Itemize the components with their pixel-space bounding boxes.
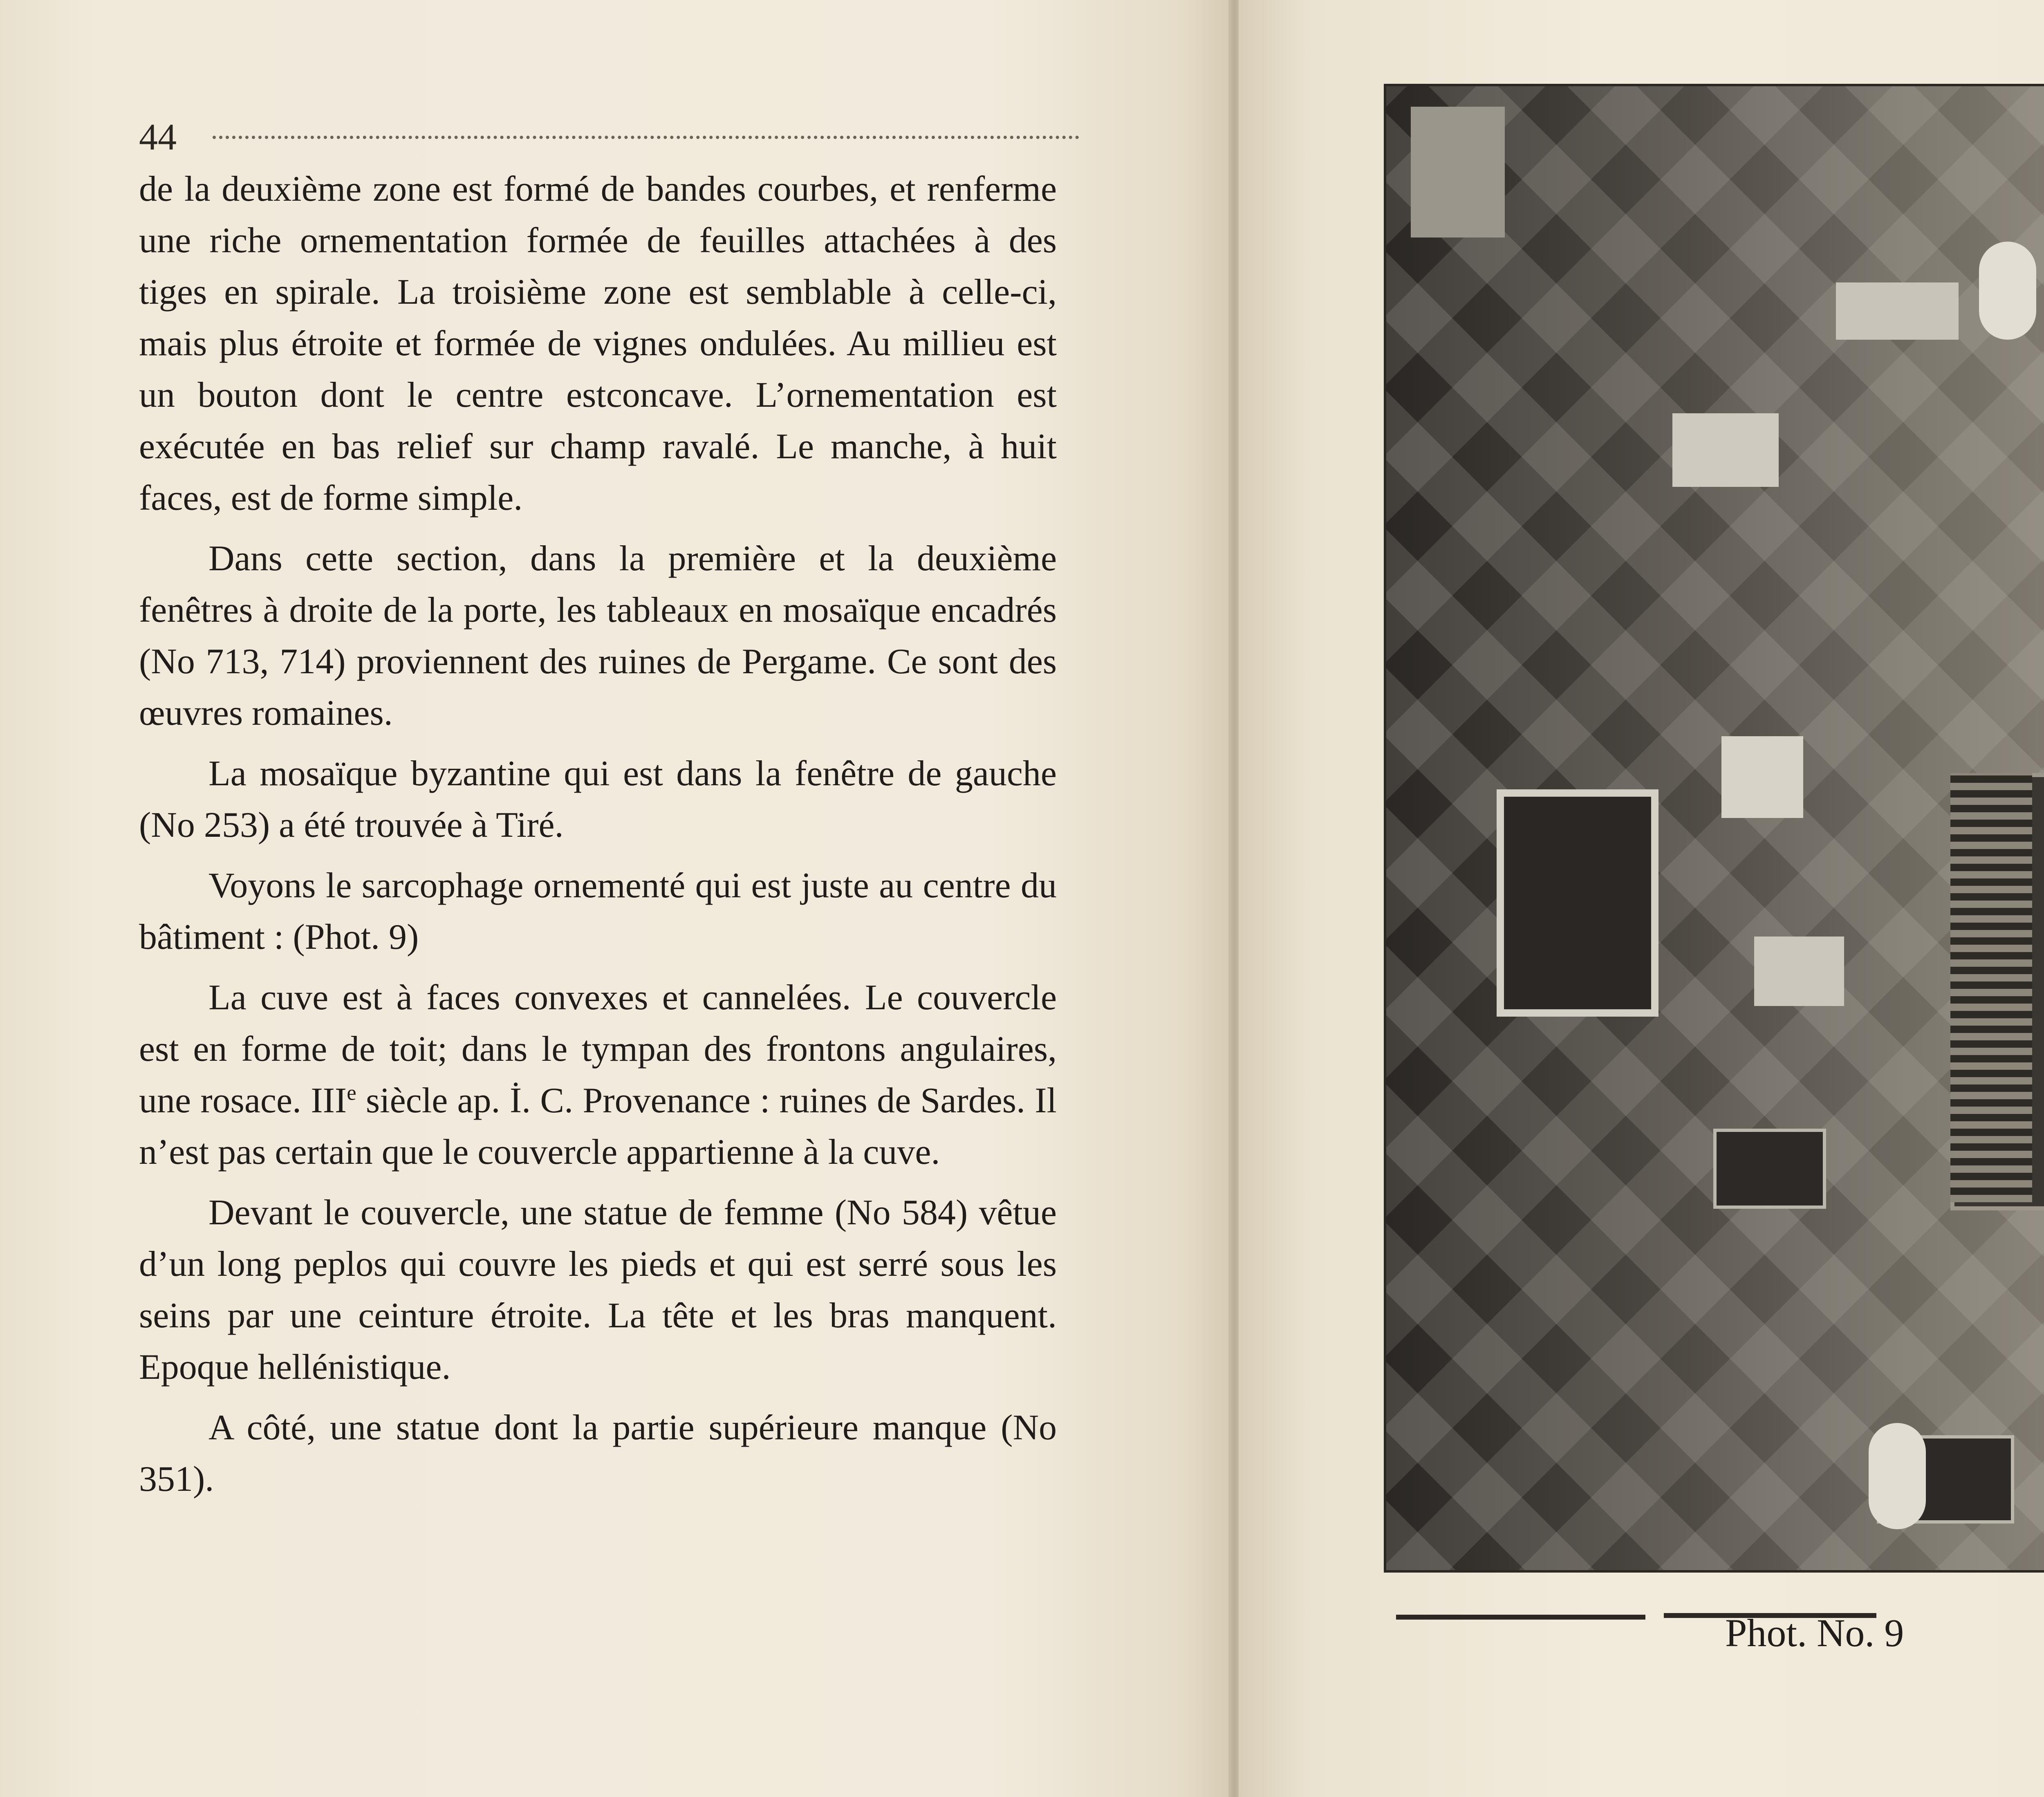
pedestal [1721, 736, 1803, 818]
header-dotted-rule [213, 136, 1079, 139]
pedestal [1754, 937, 1844, 1006]
paragraph-1: de la deuxième zone est formé de bandes courbes, et renferme une riche ornementation formée de feuilles attachées à des tiges en spirale. La troisième zone est semblable à celle-ci, mais plus étroite et formée de vignes ondulées. Au millieu est un bouton dont le centre estconcave. L’ornementation est exécutée en bas relief sur champ ravalé. Le manche, à huit faces, est de forme simple. [139, 169, 1057, 518]
sarcophagus-lid [1950, 773, 2032, 1202]
page-number: 44 [139, 116, 177, 158]
pedestal [1672, 413, 1779, 487]
century-numeral: III [311, 1081, 347, 1120]
caption-rule-left [1396, 1615, 1645, 1620]
museum-photograph [1384, 84, 2044, 1573]
paragraph-3: La mosaïque byzantine qui est dans la fenêtre de gauche (No 253) a été trouvée à Tiré. [139, 754, 1057, 845]
paragraph-5-rest: siècle ap. İ. C. Provenance : ruines de Sardes. Il n’est pas certain que le couvercle appartienne à la cuve. [139, 1081, 1057, 1172]
paragraph-5-text: La cuve est à faces convexes et cannelées. Le couvercle est en forme de toit; dans le tympan des frontons angulaires, une rosace. [139, 978, 1057, 1120]
paragraph-2: Dans cette section, dans la première et la deuxième fenêtres à droite de la porte, les tableaux en mosaïque encadrés (No 713, 714) proviennent des ruines de Pergame. Ce sont des œuvres romaines. [139, 539, 1057, 733]
photo-caption: Phot. No. 9 [1725, 1611, 1904, 1655]
statue [1869, 1423, 1926, 1529]
statue [1979, 242, 2036, 340]
wall-window [1411, 107, 1505, 238]
display-case [1497, 789, 1659, 1017]
page-header [139, 114, 1079, 159]
body-text [139, 164, 1057, 1514]
pedestal [1713, 1129, 1826, 1209]
paragraph-5 [139, 972, 1057, 1178]
paragraph-7: A côté, une statue dont la partie supérieure manque (No 351). [139, 1408, 1057, 1499]
century-superscript: e [347, 1081, 356, 1105]
paragraph-6: Devant le couvercle, une statue de femme (No 584) vêtue d’un long peplos qui couvre les pieds et qui est serré sous les seins par une ceinture étroite. La tête et les bras manquent. Epoque hellénistique. [139, 1193, 1057, 1387]
pedestal [1836, 282, 1959, 340]
paragraph-4: Voyons le sarcophage ornementé qui est juste au centre du bâtiment : (Phot. 9) [139, 866, 1057, 957]
